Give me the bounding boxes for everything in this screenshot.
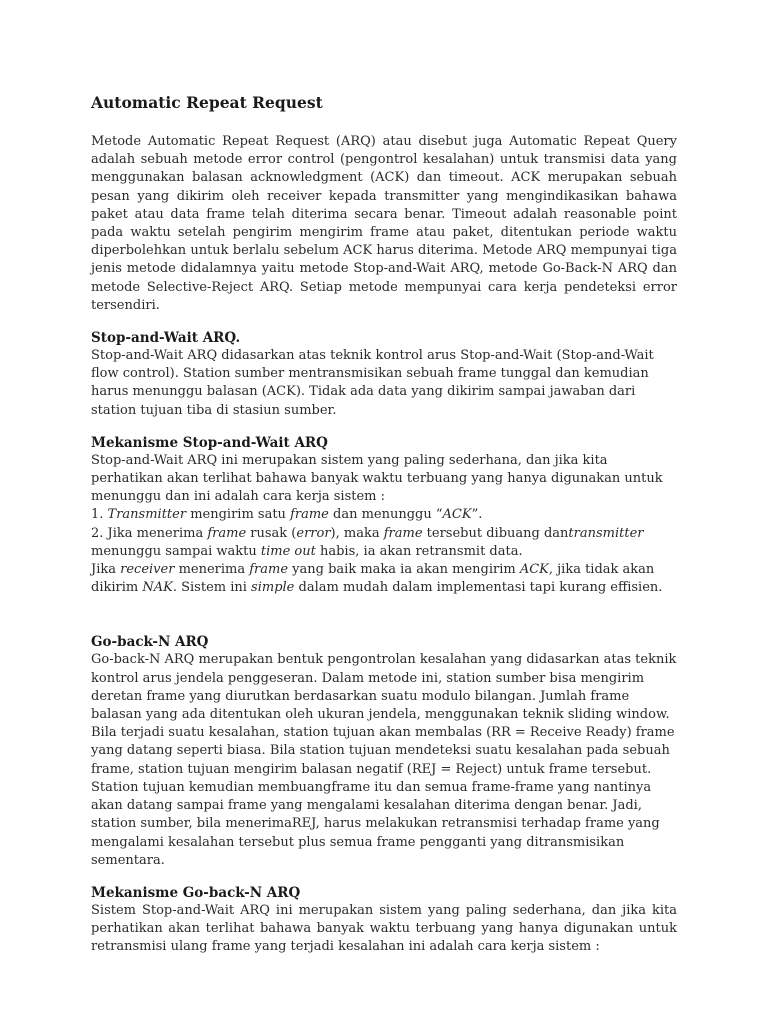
step-3-text-c: , jika tidak akan dikirim [91, 562, 655, 596]
step-1-term-transmitter: Transmitter [107, 507, 187, 523]
go-back-n-paragraph: Go-back-N ARQ merupakan bentuk pengontrolan kesalahan yang didasarkan atas teknik kontrol arus jendela penggeseran. Dalam metode ini, station sumber bisa mengirim deretan frame yang diurutkan berdasarkan suatu modulo bilangan. Jumlah frame balasan yang ada ditentukan oleh ukuran jendela, menggunakan teknik sliding window. Bila terjadi suatu kesalahan, station tujuan akan membalas (RR = Receive Ready) frame yang datang seperti biasa. Bila station tujuan mendeteksi suatu kesalahan pada sebuah frame, station tujuan mengirim balasan negatif (REJ = Reject) untuk frame tersebut. Station tujuan kemudian membuangframe itu dan semua frame-frame yang nantinya akan datang sampai frame yang mengalami kesalahan diterima dengan benar. Jadi, station sumber, bila menerimaREJ, harus melakukan retransmisi terhadap frame yang mengalami kesalahan tersebut plus semua frame pengganti yang ditransmisikan sementara. [91, 652, 677, 868]
step-3-term-frame: frame [249, 562, 289, 578]
step-1-term-ack: ACK [442, 507, 472, 523]
step-3-term-nak: NAK [142, 580, 173, 596]
step-2-text-b: ), maka [330, 525, 384, 541]
step-2-term-error: error [296, 525, 331, 541]
step-3-text-e: dalam mudah dalam implementasi tapi kurang effisien. [294, 580, 663, 596]
step-2-text-a: rusak ( [246, 525, 297, 541]
step-1-prefix: 1. [91, 507, 108, 523]
step-1-text-a: mengirim satu [186, 507, 291, 523]
intro-paragraph: Metode Automatic Repeat Request (ARQ) atau disebut juga Automatic Repeat Query adalah sebuah metode error control (pengontrol kesalahan) untuk transmisi data yang menggunakan balasan acknowledgment (ACK) dan timeout. ACK merupakan sebuah pesan yang dikirim oleh receiver kepada transmitter yang mengindikasikan bahawa paket atau data frame telah diterima secara benar. Timeout adalah reasonable point pada waktu setelah pengirim mengirim frame atau paket, ditentukan periode waktu diperbolehkan untuk berlalu sebelum ACK harus diterima. Metode ARQ mempunyai tiga jenis metode didalamnya yaitu metode Stop-and-Wait ARQ, metode Go-Back-N ARQ dan metode Selective-Reject ARQ. Setiap metode mempunyai cara kerja pendeteksi error tersendiri. [91, 134, 677, 313]
step-2-term-frame-2: frame [383, 525, 423, 541]
mekanisme-gbn-paragraph: Sistem Stop-and-Wait ARQ ini merupakan sistem yang paling sederhana, dan jika kita perhatikan akan terlihat bahawa banyak waktu terbuang yang hanya digunakan untuk retransmisi ulang frame yang terjadi kesalahan ini adalah cara kerja sistem : [91, 902, 677, 955]
step-2-text-c: tersebut dibuang dan [422, 525, 569, 541]
step-3-term-simple: simple [251, 580, 295, 596]
stop-and-wait-paragraph: Stop-and-Wait ARQ didasarkan atas teknik kontrol arus Stop-and-Wait (Stop-and-Wait flow control). Station sumber mentransmisikan sebuah frame tunggal dan kemudian harus menunggu balasan (ACK). Tidak ada data yang dikirim sampai jawaban dari station tujuan tiba di stasiun sumber. [91, 348, 654, 418]
step-2-text-d: menunggu sampai waktu [91, 543, 261, 559]
page-title: Automatic Repeat Request [91, 93, 323, 112]
document-page [91, 92, 677, 957]
step-2-term-frame: frame [207, 525, 247, 541]
step-2-term-transmitter: transmitter [568, 525, 644, 541]
step-3-text-a: menerima [174, 562, 250, 578]
mekanisme-saw-step-1 [91, 506, 677, 524]
step-2-term-time-out: time out [260, 543, 316, 559]
section-heading-mekanisme-go-back-n: Mekanisme Go-back-N ARQ [91, 884, 301, 901]
step-3-prefix: Jika [91, 562, 121, 578]
step-3-text-d: . Sistem ini [172, 580, 252, 596]
mekanisme-saw-step-2 [91, 525, 677, 561]
section-heading-go-back-n: Go-back-N ARQ [91, 634, 209, 651]
step-1-text-b: dan menunggu “ [328, 507, 443, 523]
step-1-text-c: ”. [471, 507, 483, 523]
section-heading-mekanisme-stop-and-wait: Mekanisme Stop-and-Wait ARQ [91, 434, 328, 451]
step-1-term-frame: frame [290, 507, 329, 523]
step-3-text-b: yang baik maka ia akan mengirim [288, 562, 520, 578]
step-3-term-ack: ACK [519, 562, 549, 578]
step-2-text-e: habis, ia akan retransmit data. [315, 543, 523, 559]
mekanisme-saw-intro: Stop-and-Wait ARQ ini merupakan sistem yang paling sederhana, dan jika kita perhatikan akan terlihat bahawa banyak waktu terbuang yang hanya digunakan untuk menunggu dan ini adalah cara kerja sistem : [91, 452, 663, 505]
step-2-prefix: 2. Jika menerima [91, 525, 208, 541]
step-3-term-receiver: receiver [120, 562, 175, 578]
mekanisme-saw-step-3 [91, 561, 677, 597]
section-heading-stop-and-wait: Stop-and-Wait ARQ. [91, 330, 241, 347]
